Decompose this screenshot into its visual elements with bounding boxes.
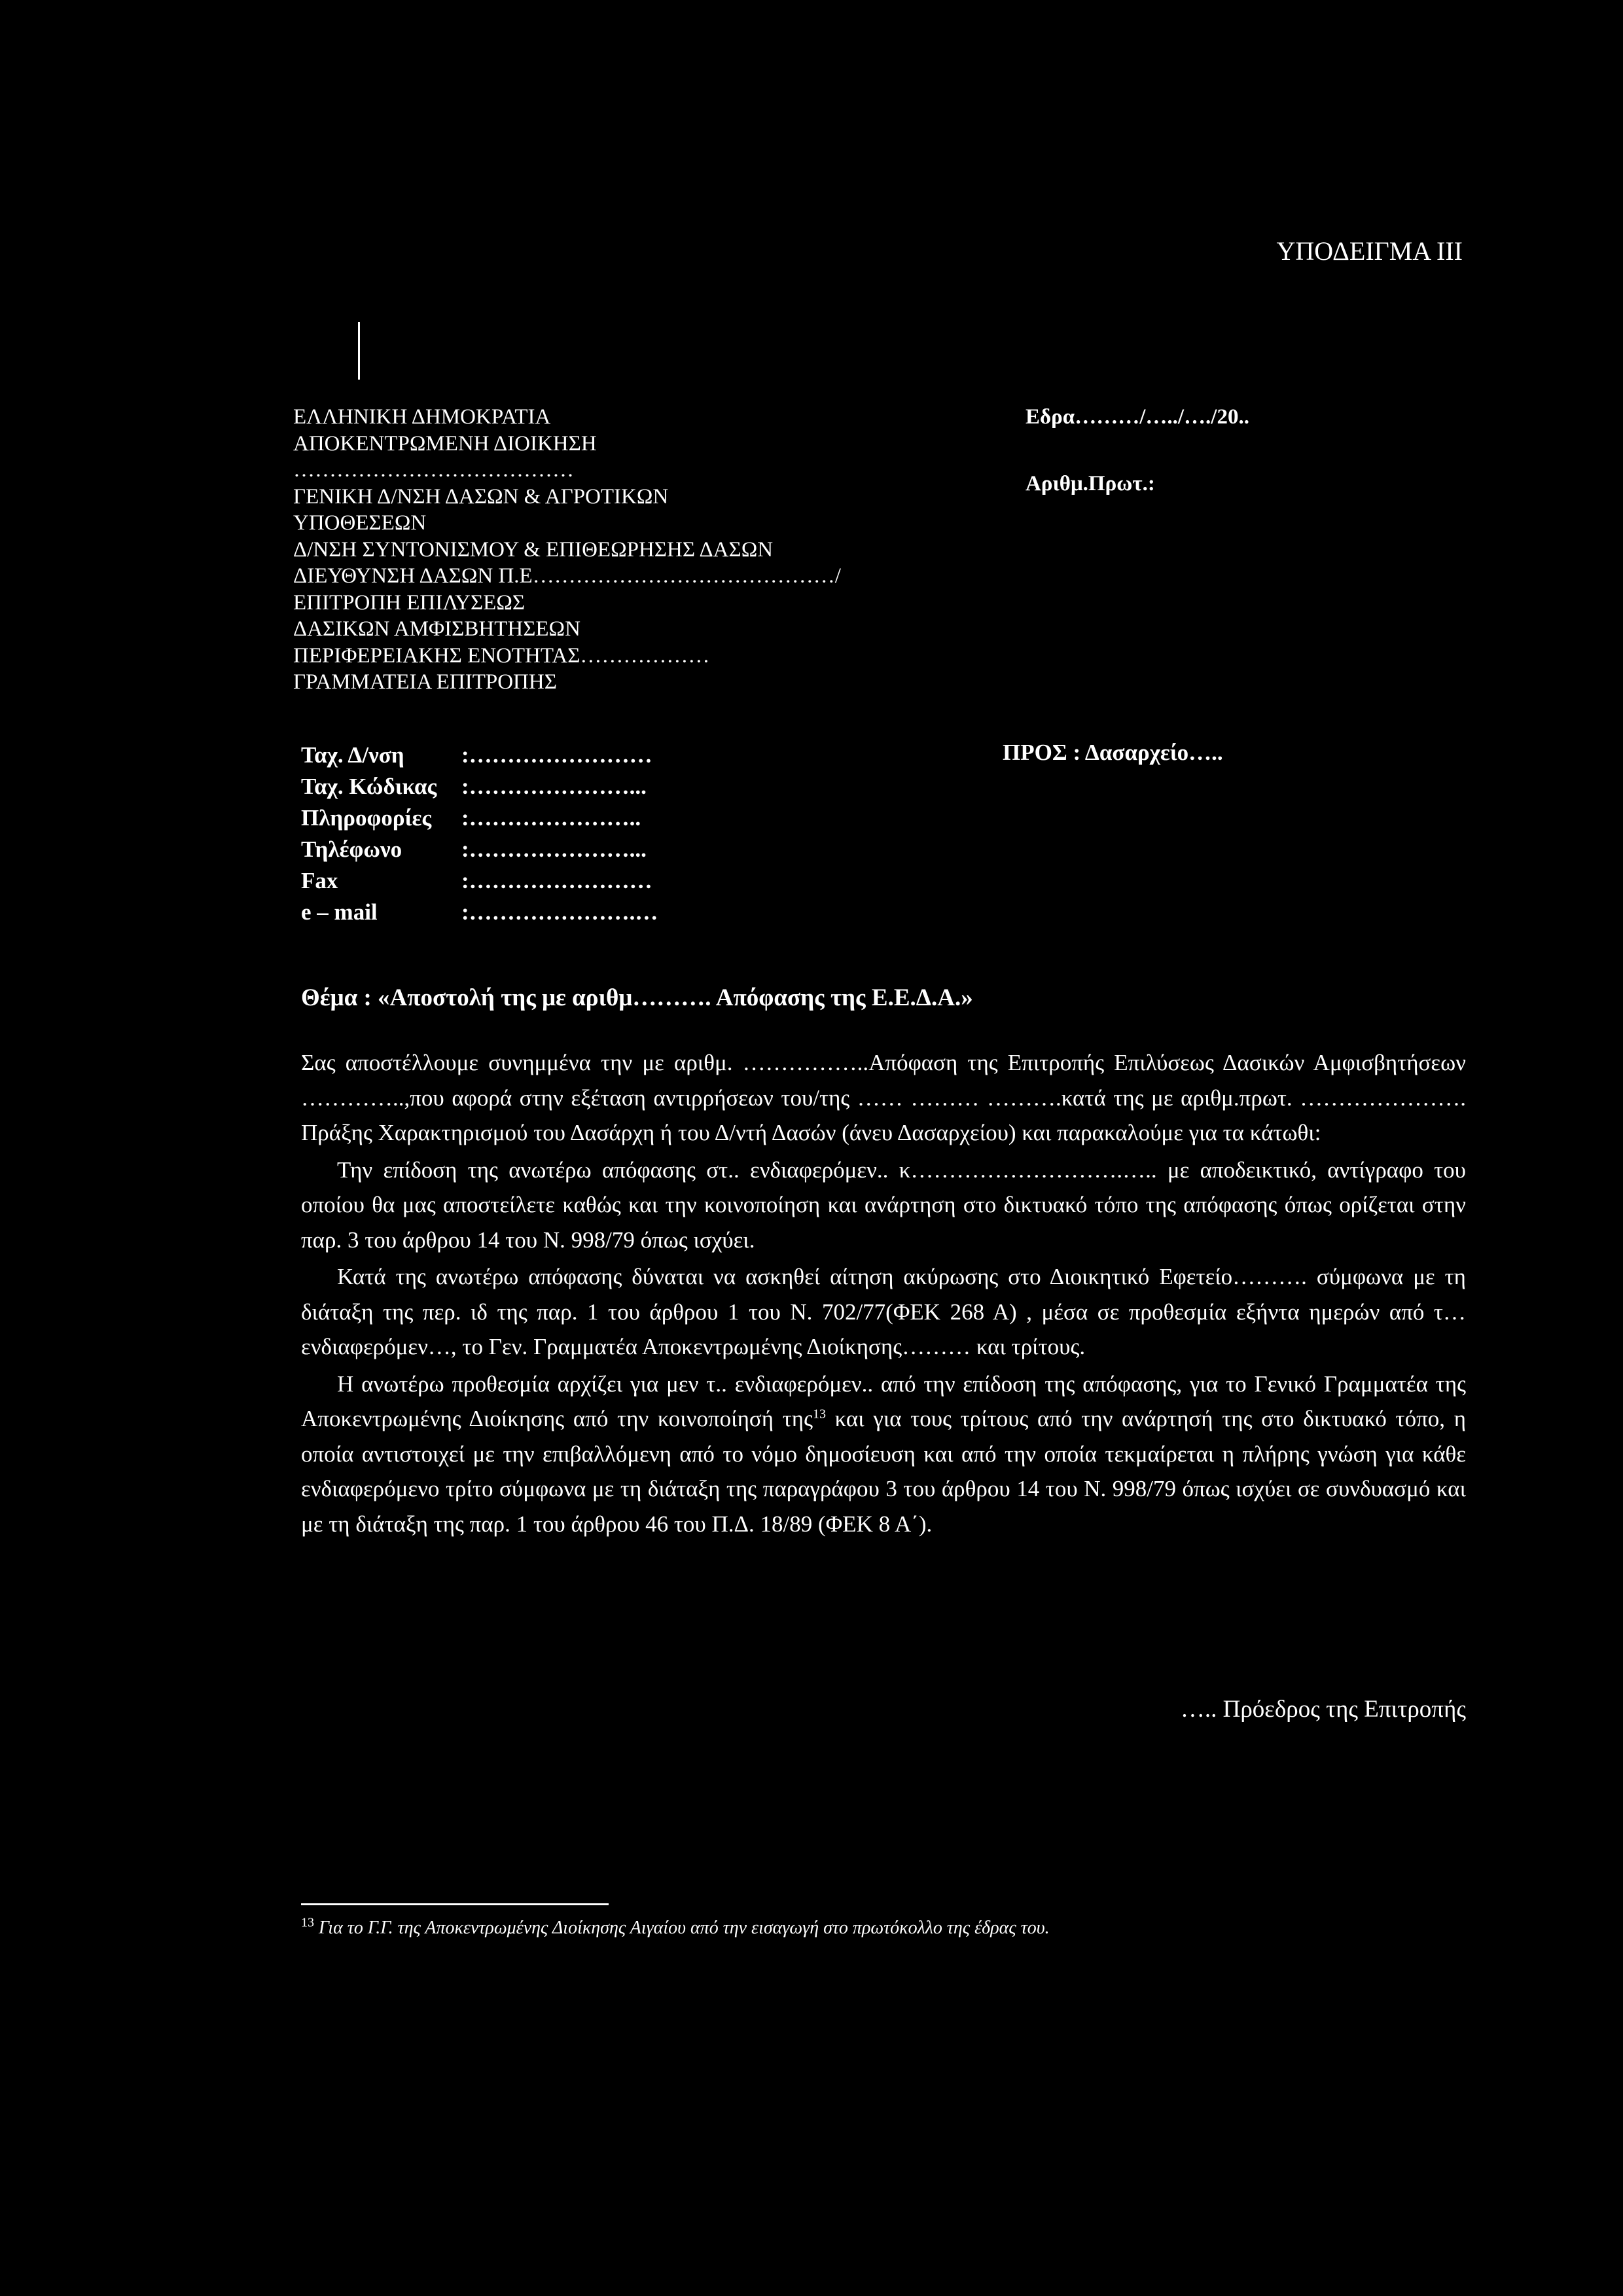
issuer-line: ΠΕΡΙΦΕΡΕΙΑΚΗΣ ΕΝΟΤΗΤΑΣ………………	[293, 643, 710, 668]
footnote-text: Για το Γ.Γ. της Αποκεντρωμένης Διοίκησης Αιγαίου από την εισαγωγή στο πρωτόκολλο της έδρας του.	[319, 1918, 1050, 1938]
contact-value: :……………………	[461, 742, 652, 768]
issuer-line: ΓΡΑΜΜΑΤΕΙΑ ΕΠΙΤΡΟΠΗΣ	[293, 670, 557, 694]
paragraph-text: Η ανωτέρω προθεσμία αρχίζει για μεν τ.. ενδιαφερόμεν.. από την επίδοση της απόφασης, για το Γενικό Γραμματέα της Αποκεντρωμένης Διοίκησης από την κοινοποίησή της	[301, 1371, 1466, 1431]
contact-label: Πληροφορίες	[301, 805, 432, 831]
document-label: ΥΠΟΔΕΙΓΜΑ ΙΙΙ	[1276, 236, 1463, 266]
issuer-line: ΕΛΛΗΝΙΚΗ ΔΗΜΟΚΡΑΤΙΑ	[293, 405, 551, 429]
paragraph-text: και για τους τρίτους από την ανάρτησή της στο δικτυακό τόπο, η οποία αντιστοιχεί με την επιβαλλόμενη από το νόμο δημοσίευση και από την οποία τεκμαίρεται η πλήρης γνώση για κάθε ενδιαφερόμενο τρίτο σύμφωνα με τη διάταξη της παραγράφου 3 του άρθρου 14 του Ν. 998/79 όπως ισχύει σε συνδυασμό και με τη διάταξη της παρ. 1 του άρθρου 46 του Π.Δ. 18/89 (ΦΕΚ 8 Α΄).	[301, 1406, 1466, 1537]
contact-value: :…………………..	[461, 805, 641, 831]
letter-body	[301, 1045, 1466, 1543]
issuer-line: ΔΑΣΙΚΩΝ ΑΜΦΙΣΒΗΤΗΣΕΩΝ	[293, 617, 580, 641]
contact-value: :…………………...	[461, 836, 647, 862]
contact-value: :……………………	[461, 868, 652, 893]
recipient: ΠΡΟΣ : Δασαρχείο…..	[1003, 740, 1223, 765]
issuer-line: Δ/ΝΣΗ ΣΥΝΤΟΝΙΣΜΟΥ & ΕΠΙΘΕΩΡΗΣΗΣ ΔΑΣΩΝ	[293, 537, 774, 562]
footnote-reference: 13	[812, 1407, 826, 1422]
protocol-number: Αριθμ.Πρωτ.:	[1026, 472, 1155, 495]
issuer-line: …………………………………	[293, 458, 574, 482]
issuer-line: ΓΕΝΙΚΗ Δ/ΝΣΗ ΔΑΣΩΝ & ΑΓΡΟΤΙΚΩΝ	[293, 484, 669, 509]
body-paragraph	[301, 1367, 1466, 1542]
signature-line: ….. Πρόεδρος της Επιτροπής	[1180, 1696, 1466, 1723]
contact-label: Ταχ. Κώδικας	[301, 774, 437, 799]
contact-row	[301, 865, 658, 897]
issuer-block	[293, 404, 841, 696]
issuer-line: ΑΠΟΚΕΝΤΡΩΜΕΝΗ ΔΙΟΙΚΗΣΗ	[293, 431, 597, 456]
contact-label: Ταχ. Δ/νση	[301, 742, 404, 768]
contact-value: :………………….…	[461, 899, 658, 925]
contact-block	[301, 740, 658, 928]
reference-block	[1026, 404, 1249, 497]
vertical-line-divider	[358, 322, 360, 380]
subject-line: Θέμα : «Αποστολή της με αριθμ………. Απόφασης της Ε.Ε.Δ.Α.»	[301, 984, 973, 1011]
issuer-line: ΔΙΕΥΘΥΝΣΗ ΔΑΣΩΝ Π.Ε……………………………………/	[293, 564, 841, 588]
contact-row	[301, 740, 658, 771]
body-paragraph: Κατά της ανωτέρω απόφασης δύναται να ασκηθεί αίτηση ακύρωσης στο Διοικητικό Εφετείο………. σύμφωνα με τη διάταξη της περ. ιδ της παρ. 1 του άρθρου 1 του Ν. 702/77(ΦΕΚ 268 Α) , μέσα σε προθεσμία εξήντα ημερών από τ… ενδιαφερόμεν…, το Γεν. Γραμματέα Αποκεντρωμένης Διοίκησης……… και τρίτους.	[301, 1264, 1466, 1359]
place-date: Εδρα………/…../…./20..	[1026, 405, 1249, 429]
issuer-line: ΕΠΙΤΡΟΠΗ ΕΠΙΛΥΣΕΩΣ	[293, 590, 526, 615]
footnote	[301, 1915, 1050, 1939]
contact-label: Τηλέφωνο	[301, 836, 402, 862]
contact-label: e – mail	[301, 899, 378, 925]
body-paragraph: Σας αποστέλλουμε συνημμένα την με αριθμ. ……………..Απόφαση της Επιτροπής Επιλύσεως Δασικών Αμφισβητήσεων …………..,που αφορά στην εξέταση αντιρρήσεων του/της …… ……… ……….κατά της με αριθμ.πρωτ. …………………. Πράξης Χαρακτηρισμού του Δασάρχη ή του Δ/ντή Δασών (άνευ Δασαρχείου) και παρακαλούμε για τα κάτωθι:	[301, 1050, 1466, 1145]
contact-row	[301, 771, 658, 802]
contact-value: :…………………...	[461, 774, 647, 799]
contact-row	[301, 897, 658, 928]
footnote-number: 13	[301, 1915, 314, 1930]
contact-row	[301, 834, 658, 865]
footnote-separator	[301, 1903, 609, 1905]
contact-row	[301, 802, 658, 834]
body-paragraph: Την επίδοση της ανωτέρω απόφασης στ.. ενδιαφερόμεν.. κ……………………….….. με αποδεικτικό, αντίγραφο του οποίου θα μας αποστείλετε καθώς και την κοινοποίηση και ανάρτηση στο δικτυακό τόπο της απόφασης όπως ορίζεται στην παρ. 3 του άρθρου 14 του Ν. 998/79 όπως ισχύει.	[301, 1157, 1466, 1253]
issuer-line: ΥΠΟΘΕΣΕΩΝ	[293, 511, 427, 535]
contact-label: Fax	[301, 868, 338, 893]
